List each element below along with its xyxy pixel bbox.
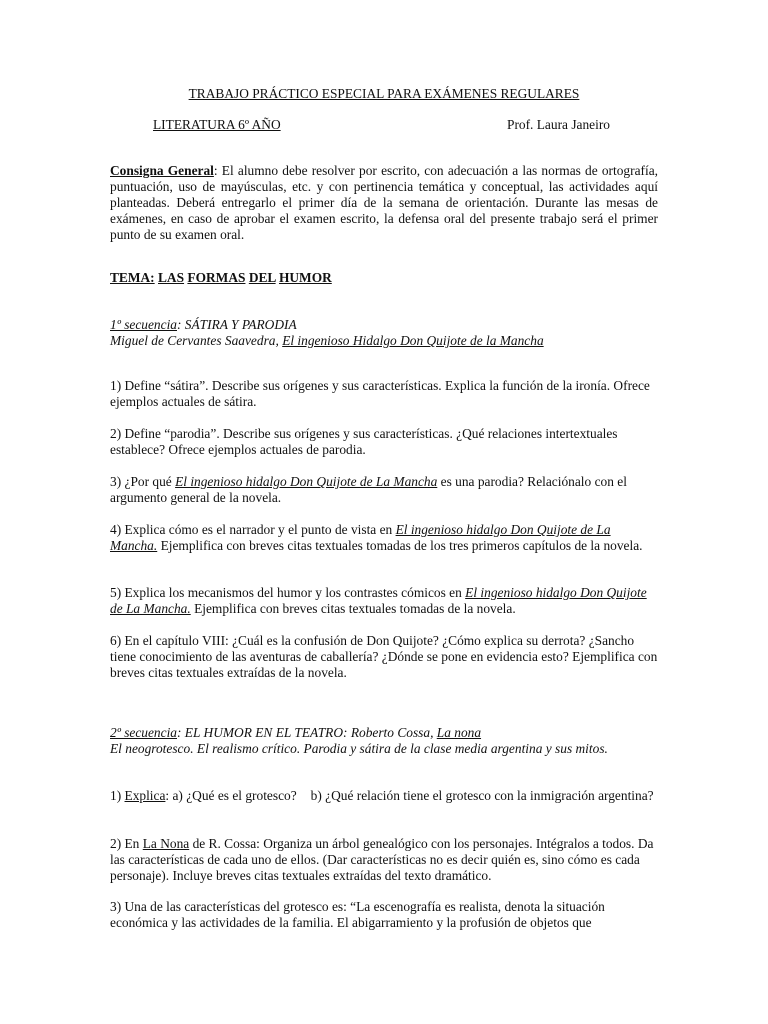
seq2-q1-part-a: : a) ¿Qué es el grotesco?: [165, 788, 297, 803]
theme-heading: [110, 270, 658, 286]
seq2-question-1: [110, 788, 658, 804]
sequence-1-title: : SÁTIRA Y PARODIA: [177, 317, 297, 332]
seq2-q1-label: Explica: [124, 788, 166, 803]
professor-name: Prof. Laura Janeiro: [507, 117, 610, 132]
q5-book-title: El ingenioso hidalgo Don Quijote de La Mancha.: [110, 585, 647, 616]
theme-word-las: LAS: [158, 270, 185, 285]
sequence-1-author: Miguel de Cervantes Saavedra,: [110, 333, 283, 348]
seq2-q2-play-title: La Nona: [142, 836, 190, 851]
theme-label: TEMA:: [110, 270, 155, 285]
general-instructions: [110, 163, 658, 243]
seq2-q2-text-end: de R. Cossa: Organiza un árbol genealógico con los personajes. Intégralos a todos. Da las características de cada uno de ellos. (Dar características no es decir quién es, sino cómo es cada personaje). Incluye breves citas textuales extraídas del texto dramático.: [110, 836, 654, 883]
q3-text-start: 3) ¿Por qué: [110, 474, 176, 489]
seq1-question-3: [110, 474, 658, 506]
seq2-q1-part-b: b) ¿Qué relación tiene el grotesco con la inmigración argentina?: [310, 788, 654, 803]
sequence-2-title: : EL HUMOR EN EL TEATRO: Roberto Cossa,: [177, 725, 437, 740]
instructions-label: Consigna General: [110, 163, 214, 178]
theme-word-humor: HUMOR: [278, 270, 332, 285]
subject-line: LITERATURA 6º AÑO: [153, 117, 281, 132]
sequence-2-label: 2º secuencia: [110, 725, 177, 740]
q5-text-start: 5) Explica los mecanismos del humor y los contrastes cómicos en: [110, 585, 466, 600]
seq1-question-5: [110, 585, 658, 617]
theme-word-formas: FORMAS: [187, 270, 246, 285]
q4-book-title: El ingenioso hidalgo Don Quijote de La Mancha.: [110, 522, 611, 553]
seq1-question-1: 1) Define “sátira”. Describe sus orígenes y sus características. Explica la función de la ironía. Ofrece ejemplos actuales de sátira.: [110, 378, 650, 409]
sequence-2-heading: [110, 725, 658, 757]
sequence-2-subtitle: El neogrotesco. El realismo crítico. Parodia y sátira de la clase media argentina y sus mitos.: [110, 741, 608, 756]
sequence-2-play: La nona: [436, 725, 482, 740]
q4-text-end: Ejemplifica con breves citas textuales tomadas de los tres primeros capítulos de la novela.: [157, 538, 643, 553]
instructions-text: : El alumno debe resolver por escrito, con adecuación a las normas de ortografía, puntuación, uso de mayúsculas, etc. y con pertinencia temática y conceptual, las actividades aquí planteadas. Deberá entregarlo el primer día de la semana de orientación. Durante las mesas de exámenes, en caso de aprobar el examen escrito, la defensa oral del presente trabajo será el primer punto de su examen oral.: [110, 163, 658, 242]
seq2-q1-number: 1): [110, 788, 125, 803]
seq1-question-2: 2) Define “parodia”. Describe sus orígenes y sus características. ¿Qué relaciones intertextuales establece? Ofrece ejemplos actuales de parodia.: [110, 426, 618, 457]
sequence-1-heading: [110, 317, 658, 349]
q3-text-end: es una parodia? Relaciónalo con el argumento general de la novela.: [110, 474, 627, 505]
q3-book-title: El ingenioso hidalgo Don Quijote de La Mancha: [175, 474, 438, 489]
q5-text-end: Ejemplifica con breves citas textuales tomadas de la novela.: [190, 601, 516, 616]
theme-word-del: DEL: [248, 270, 276, 285]
seq1-question-4: [110, 522, 658, 554]
sequence-1-label: 1º secuencia: [110, 317, 177, 332]
seq2-q2-text-start: 2) En: [110, 836, 143, 851]
seq2-question-3: 3) Una de las características del grotesco es: “La escenografía es realista, denota la situación económica y las actividades de la familia. El abigarramiento y la profusión de objetos que: [110, 899, 605, 930]
document-title: TRABAJO PRÁCTICO ESPECIAL PARA EXÁMENES REGULARES: [188, 86, 580, 101]
q4-text-start: 4) Explica cómo es el narrador y el punto de vista en: [110, 522, 396, 537]
sequence-1-book: El ingenioso Hidalgo Don Quijote de la Mancha: [282, 333, 544, 348]
seq2-question-2: [110, 836, 658, 884]
seq1-question-6: 6) En el capítulo VIII: ¿Cuál es la confusión de Don Quijote? ¿Cómo explica su derrota? ¿Sancho tiene conocimiento de las aventuras de caballería? ¿Dónde se pone en evidencia esto? Ejemplifica con breves citas textuales extraídas de la novela.: [110, 633, 658, 680]
